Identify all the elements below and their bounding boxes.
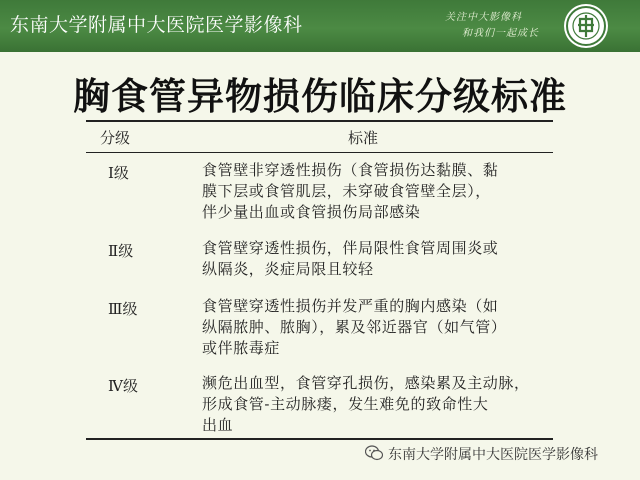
header-bar — [0, 0, 640, 52]
wechat-icon — [365, 445, 383, 461]
table-header-rule — [86, 152, 553, 153]
column-header-criteria: 标准 — [348, 129, 379, 147]
criteria-line: 形成食管-主动脉瘘，发生难免的致命性大 — [202, 395, 489, 413]
table-row-criteria-3 — [202, 296, 542, 359]
table-row-criteria-1 — [202, 160, 542, 223]
criteria-line: 或伴脓毒症 — [202, 339, 281, 357]
criteria-line: 纵隔炎，炎症局限且较轻 — [202, 260, 374, 278]
table-row-criteria-2 — [202, 238, 542, 280]
table-row-criteria-4 — [202, 373, 542, 436]
criteria-line: 食管壁穿透性损伤并发严重的胸内感染（如 — [202, 297, 499, 315]
table-row-grade-4: Ⅳ级 — [108, 377, 138, 395]
table-row-grade-3: Ⅲ级 — [108, 300, 138, 318]
table-row-grade-2: Ⅱ级 — [108, 242, 134, 260]
criteria-line: 食管壁非穿透性损伤（食管损伤达黏膜、黏 — [202, 161, 499, 179]
table-top-rule — [86, 120, 553, 122]
criteria-line: 出血 — [202, 416, 234, 434]
page-title: 胸食管异物损伤临床分级标准 — [73, 75, 567, 118]
hospital-logo-icon — [563, 3, 609, 49]
criteria-line: 纵隔脓肿、脓胸），累及邻近器官（如气管） — [202, 318, 507, 336]
column-header-grade: 分级 — [100, 129, 131, 147]
table-row-grade-1: Ⅰ级 — [108, 164, 129, 182]
criteria-line: 膜下层或食管肌层，未穿破食管壁全层）， — [202, 182, 491, 200]
org-name: 东南大学附属中大医院医学影像科 — [10, 14, 303, 36]
table-bottom-rule — [86, 438, 553, 440]
criteria-line: 濒危出血型，食管穿孔损伤，感染累及主动脉， — [202, 374, 530, 392]
criteria-line: 伴少量出血或食管损伤局部感染 — [202, 203, 421, 221]
slogan-line-2: 和我们一起成长 — [462, 28, 539, 39]
slogan-line-1: 关注中大影像科 — [445, 12, 522, 23]
criteria-line: 食管壁穿透性损伤，伴局限性食管周围炎或 — [202, 239, 499, 257]
watermark: 东南大学附属中大医院医学影像科 — [388, 447, 598, 463]
